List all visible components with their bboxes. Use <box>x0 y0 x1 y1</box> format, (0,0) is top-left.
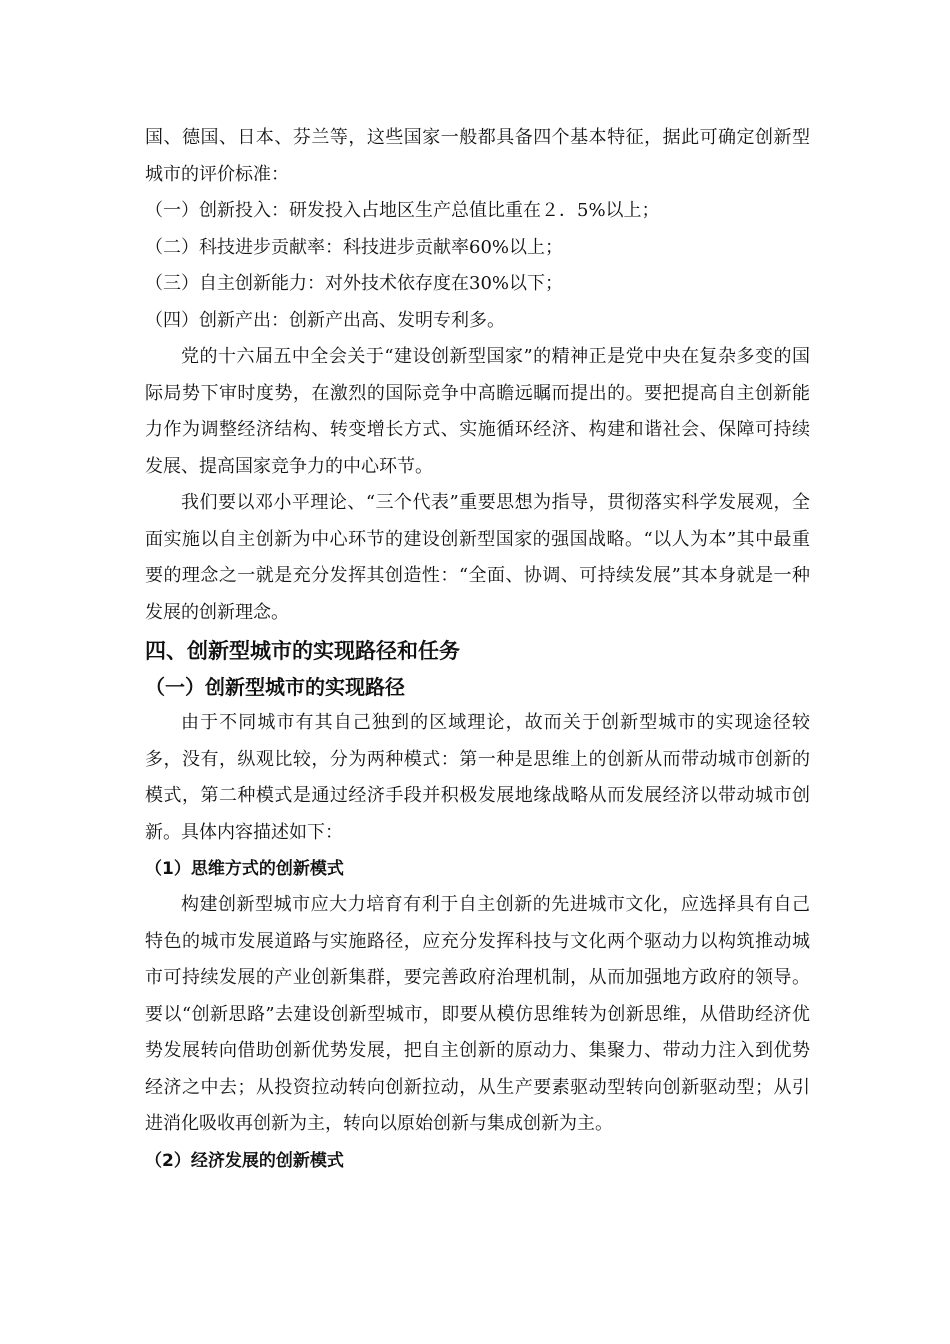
subsection-1-heading: （一）创新型城市的实现路径 <box>145 675 405 699</box>
mode-2-heading: （2）经济发展的创新模式 <box>145 1150 344 1171</box>
subsection-1-intro: 由于不同城市有其自己独到的区域理论，故而关于创新型城市的实现途径较多，没有，纵观比较，分为两种模式：第一种是思维上的创新从而带动城市创新的模式，第二种模式是通过经济手段并积极发展地缘战略从而发展经济以带动城市创新。具体内容描述如下： <box>145 712 810 843</box>
criteria-item-4: （四）创新产出：创新产出高、发明专利多。 <box>145 309 505 331</box>
document-body <box>145 120 810 1179</box>
criteria-item-1: （一）创新投入：研发投入占地区生产总值比重在２．5%以上； <box>145 200 660 221</box>
criteria-item-3: （三）自主创新能力：对外技术依存度在30%以下； <box>145 273 564 294</box>
guide-paragraph: 我们要以邓小平理论、“三个代表”重要思想为指导，贯彻落实科学发展观，全面实施以自主创新为中心环节的建设创新型国家的强国战略。“以人为本”其中最重要的理念之一就是充分发挥其创造性：“全面、协调、可持续发展”其本身就是一种发展的创新理念。 <box>145 492 810 623</box>
intro-paragraph: 国、德国、日本、芬兰等，这些国家一般都具备四个基本特征，据此可确定创新型城市的评价标准： <box>145 127 810 185</box>
section-4-heading: 四、创新型城市的实现路径和任务 <box>145 639 460 663</box>
party-paragraph: 党的十六届五中全会关于“建设创新型国家”的精神正是党中央在复杂多变的国际局势下审时度势，在激烈的国际竞争中高瞻远瞩而提出的。要把提高自主创新能力作为调整经济结构、转变增长方式、实施循环经济、构建和谐社会、保障可持续发展、提高国家竞争力的中心环节。 <box>145 346 810 477</box>
criteria-item-2: （二）科技进步贡献率：科技进步贡献率60%以上； <box>145 236 564 258</box>
mode-1-heading: （1）思维方式的创新模式 <box>145 859 344 879</box>
mode-1-paragraph: 构建创新型城市应大力培育有利于自主创新的先进城市文化，应选择具有自己特色的城市发展道路与实施路径，应充分发挥科技与文化两个驱动力以构筑推动城市可持续发展的产业创新集群，要完善政府治理机制，从而加强地方政府的领导。要以“创新思路”去建设创新型城市，即要从模仿思维转为创新思维，从借助经济优势发展转向借助创新优势发展，把自主创新的原动力、集聚力、带动力注入到优势经济之中去；从投资拉动转向创新拉动，从生产要素驱动型转向创新驱动型；从引进消化吸收再创新为主，转向以原始创新与集成创新为主。 <box>145 894 810 1134</box>
